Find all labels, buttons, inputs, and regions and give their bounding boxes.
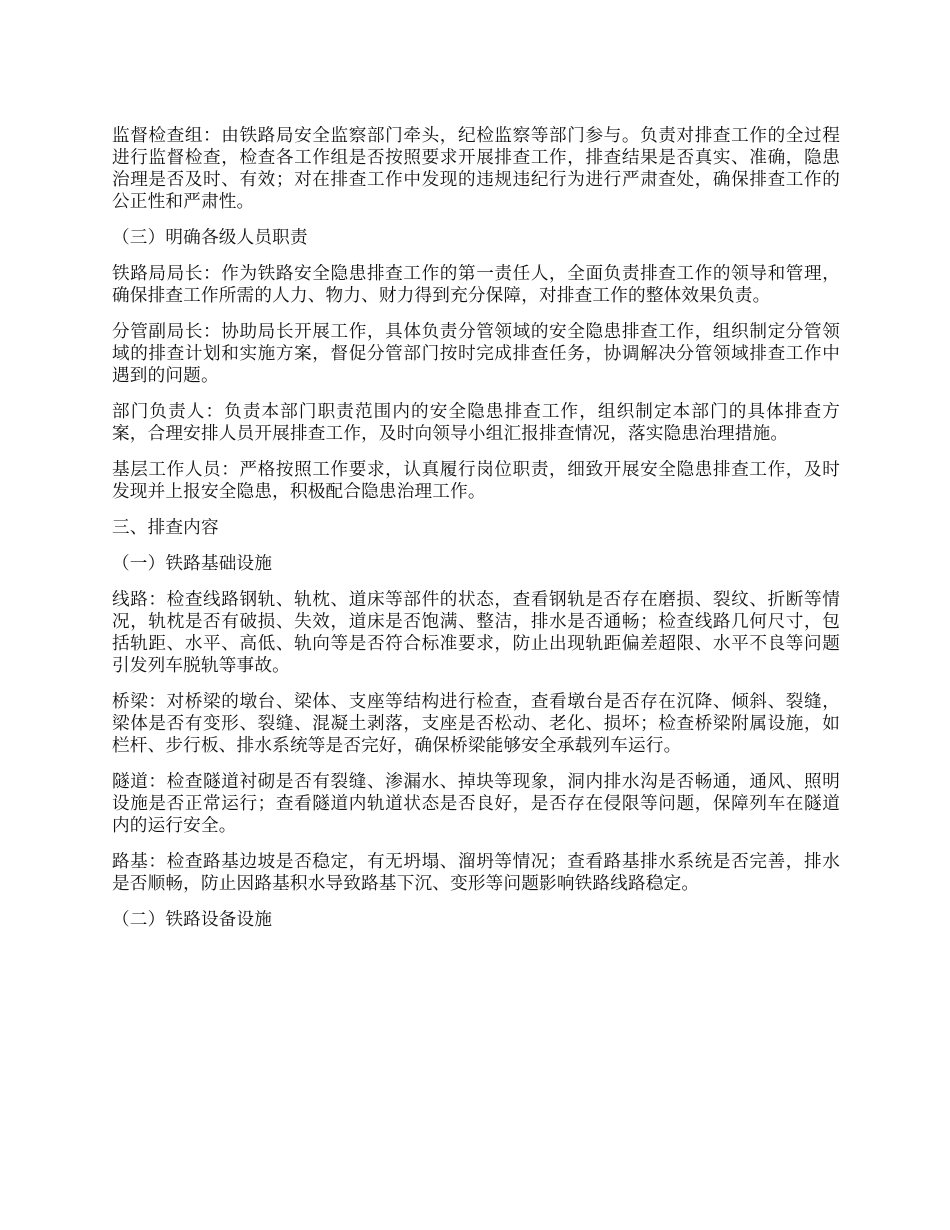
paragraph-tunnel: 隧道：检查隧道衬砌是否有裂缝、渗漏水、掉块等现象，洞内排水沟是否畅通，通风、照明设施是否正常运行；查看隧道内轨道状态是否良好，是否存在侵限等问题，保障列车在隧道内的运行安全。 xyxy=(112,772,840,836)
paragraph-subgrade: 路基：检查路基边坡是否稳定，有无坍塌、溜坍等情况；查看路基排水系统是否完善，排水是否顺畅，防止因路基积水导致路基下沉、变形等问题影响铁路线路稳定。 xyxy=(112,852,840,894)
paragraph-frontline-staff: 基层工作人员：严格按照工作要求，认真履行岗位职责，细致开展安全隐患排查工作，及时发现并上报安全隐患，积极配合隐患治理工作。 xyxy=(112,460,840,502)
paragraph-bureau-director: 铁路局局长：作为铁路安全隐患排查工作的第一责任人，全面负责排查工作的领导和管理，确保排查工作所需的人力、物力、财力得到充分保障，对排查工作的整体效果负责。 xyxy=(112,264,840,306)
heading-inspection-content: 三、排查内容 xyxy=(112,518,219,538)
paragraph-bridge: 桥梁：对桥梁的墩台、梁体、支座等结构进行检查，查看墩台是否存在沉降、倾斜、裂缝，梁体是否有变形、裂缝、混凝土剥落，支座是否松动、老化、损坏；检查桥梁附属设施，如栏杆、步行板、排水系统等是否完好，确保桥梁能够安全承载列车运行。 xyxy=(112,692,840,756)
heading-responsibilities: （三）明确各级人员职责 xyxy=(112,228,308,248)
document-page xyxy=(112,125,840,945)
paragraph-supervision-group: 监督检查组：由铁路局安全监察部门牵头，纪检监察等部门参与。负责对排查工作的全过程进行监督检查，检查各工作组是否按照要求开展排查工作，排查结果是否真实、准确，隐患治理是否及时、有效；对在排查工作中发现的违规违纪行为进行严肃查处，确保排查工作的公正性和严肃性。 xyxy=(112,126,840,212)
paragraph-track: 线路：检查线路钢轨、轨枕、道床等部件的状态，查看钢轨是否存在磨损、裂纹、折断等情况，轨枕是否有破损、失效，道床是否饱满、整洁，排水是否通畅；检查线路几何尺寸，包括轨距、水平、高低、轨向等是否符合标准要求，防止出现轨距偏差超限、水平不良等问题引发列车脱轨等事故。 xyxy=(112,590,840,676)
heading-infrastructure: （一）铁路基础设施 xyxy=(112,554,273,574)
paragraph-department-head: 部门负责人：负责本部门职责范围内的安全隐患排查工作，组织制定本部门的具体排查方案，合理安排人员开展排查工作，及时向领导小组汇报排查情况，落实隐患治理措施。 xyxy=(112,402,840,444)
heading-equipment: （二）铁路设备设施 xyxy=(112,910,273,930)
paragraph-deputy-director: 分管副局长：协助局长开展工作，具体负责分管领域的安全隐患排查工作，组织制定分管领域的排查计划和实施方案，督促分管部门按时完成排查任务，协调解决分管领域排查工作中遇到的问题。 xyxy=(112,322,840,386)
